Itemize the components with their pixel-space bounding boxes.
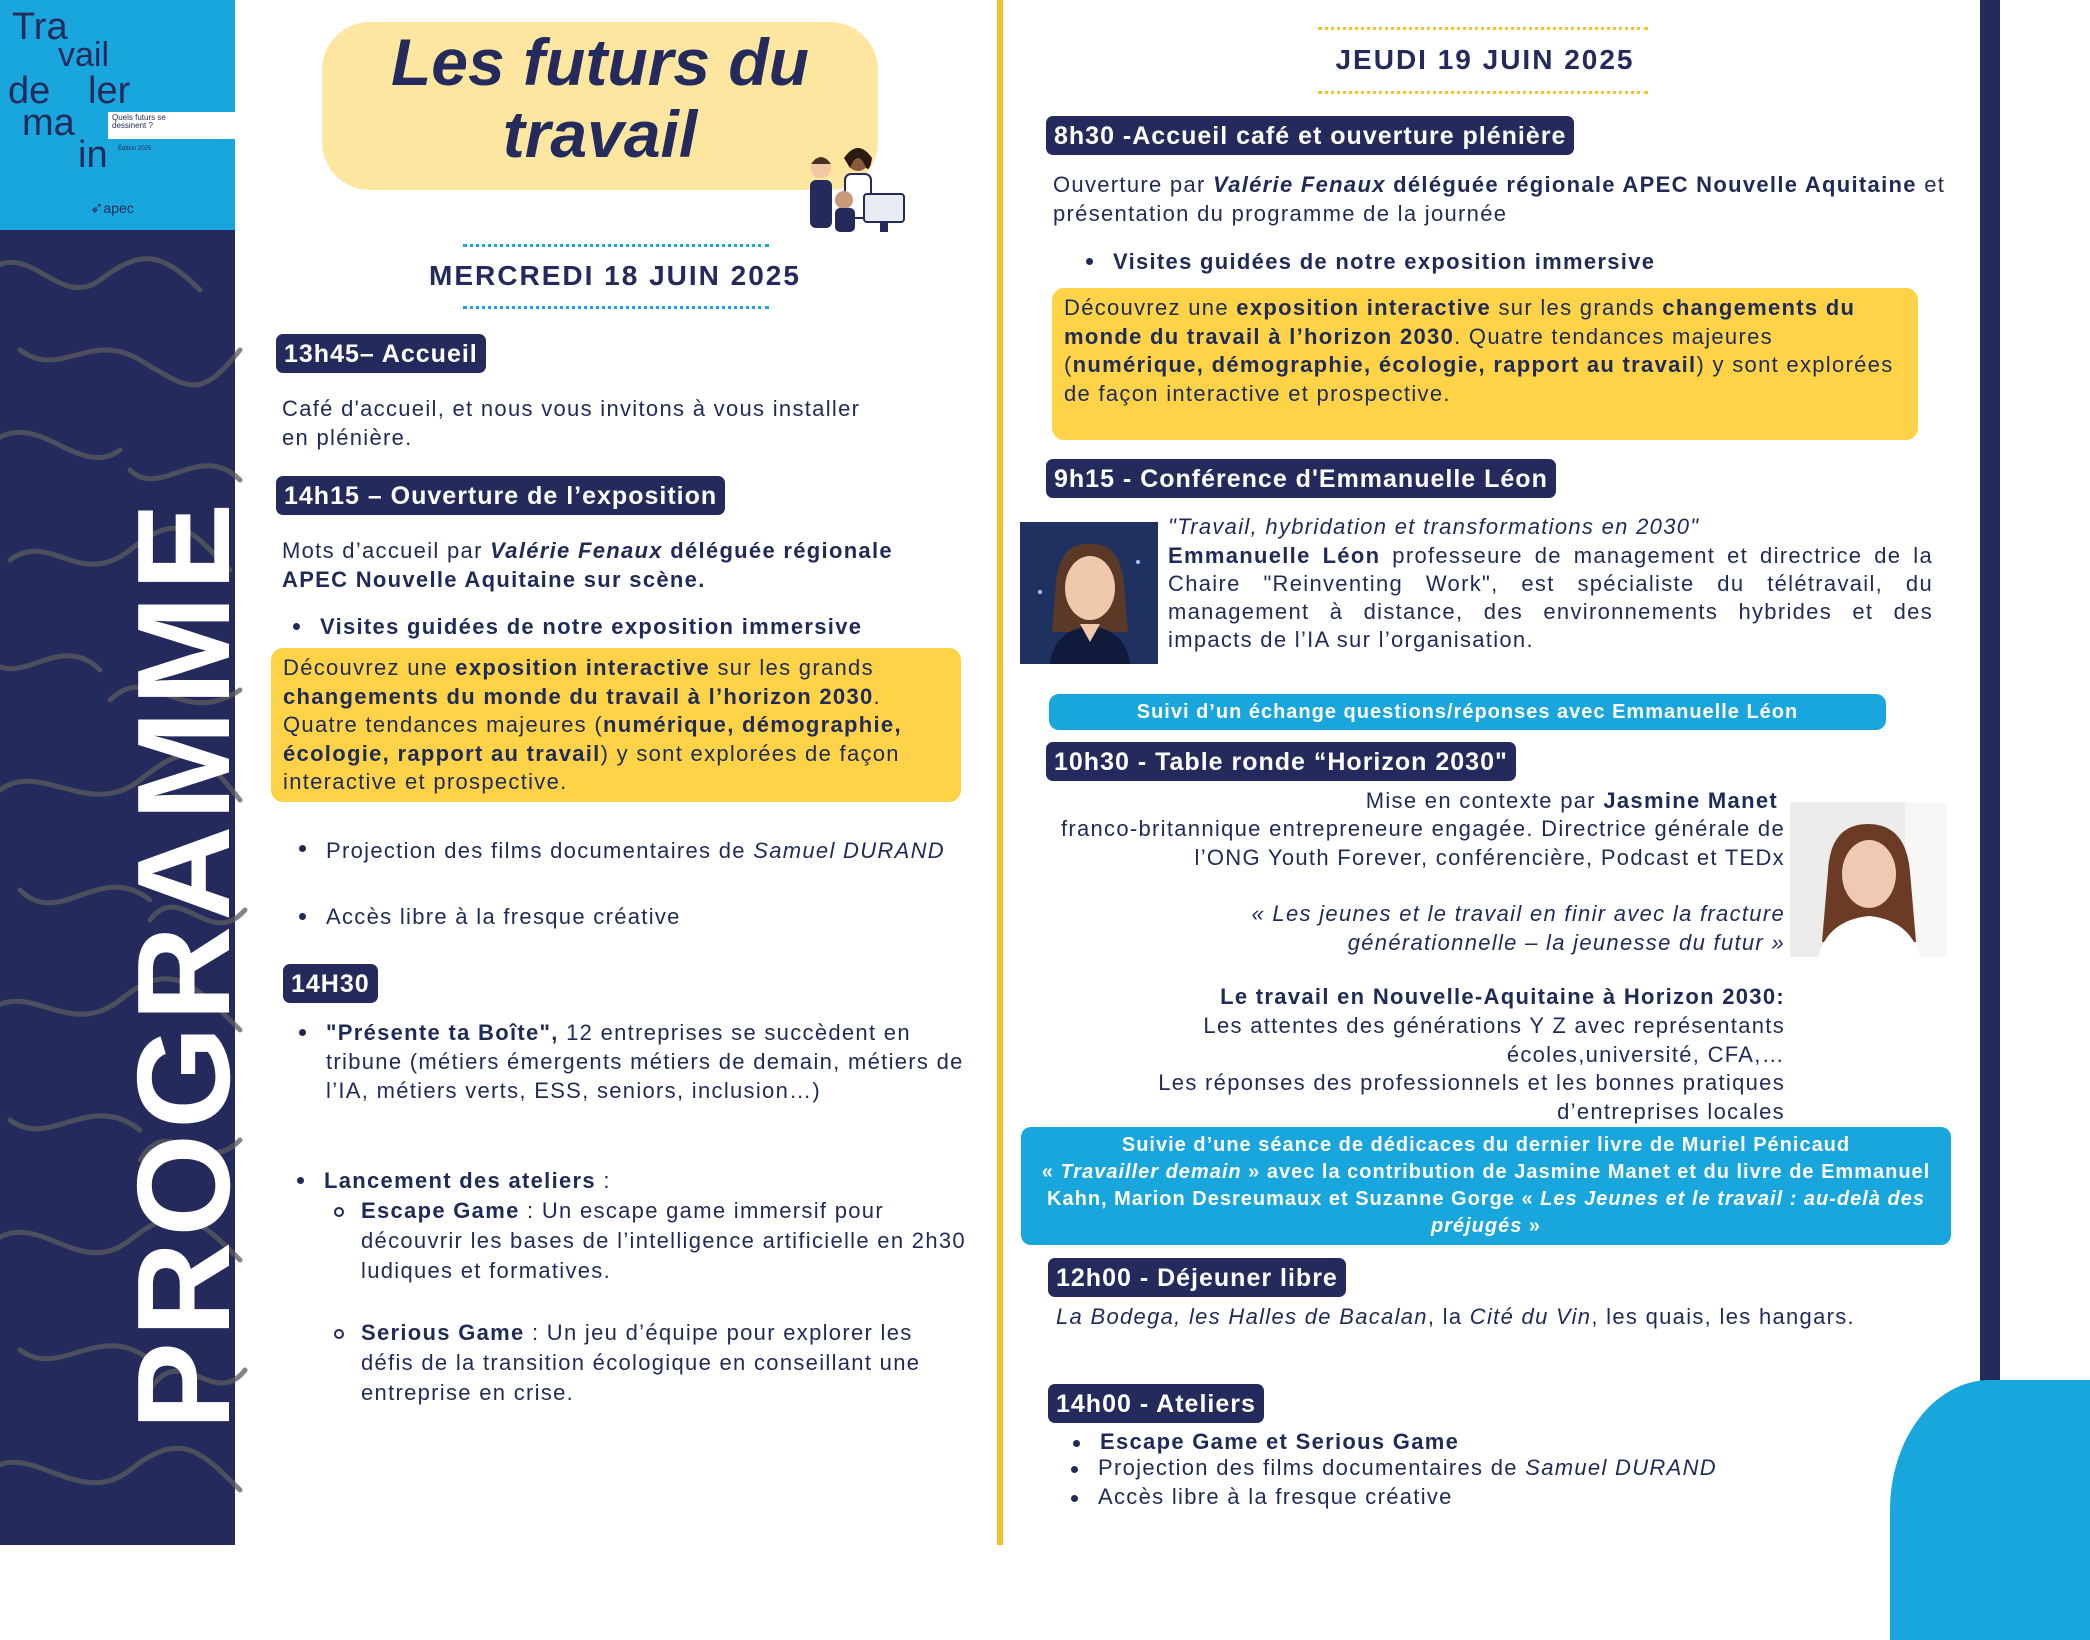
team-illustration <box>800 138 910 238</box>
nouvelle-aquitaine-heading: Le travail en Nouvelle-Aquitaine à Horizon 2030: <box>1220 984 1785 1009</box>
jasmine-manet-photo <box>1790 802 1947 957</box>
emmanuelle-leon-bio: Emmanuelle Léon professeure de management et directrice de la Chaire "Reinventing Work", est spécialiste du télétravail, du management à distance, des environnements hybrides et des impacts de l’IA sur l’organisation. <box>1168 543 1933 652</box>
session-time-1400: 14h00 - Ateliers <box>1048 1384 1264 1423</box>
logo-edition: Édition 2025 <box>118 146 152 152</box>
exposition-highlight-box: Découvrez une exposition interactive sur les grands changements du monde du travail à l’horizon 2030. Quatre tendances majeures (numérique, démographie, écologie, rapport au travail) y sont explorées de façon interactive et prospective. <box>1052 288 1918 440</box>
attentes-text: Les attentes des générations Y Z avec représentants écoles,université, CFA,… <box>1203 1013 1785 1067</box>
list-item: Lancement des ateliers : <box>324 1166 964 1195</box>
exposition-highlight-box: Découvrez une exposition interactive sur les grands changements du monde du travail à l’horizon 2030. Quatre tendances majeures (numérique, démographie, écologie, rapport au travail) y sont explorées de façon interactive et prospective. <box>271 648 961 802</box>
list-item: Escape Game et Serious Game <box>1100 1429 1800 1455</box>
programme-vertical-label: PROGRAMME <box>110 497 257 1430</box>
logo-word: de <box>8 70 51 112</box>
logo-word: Tra <box>12 6 68 48</box>
reponses-text: Les réponses des professionnels et les bonnes pratiques d’entreprises locales <box>1158 1070 1785 1124</box>
day2-label: JEUDI 19 JUIN 2025 <box>1335 44 1635 75</box>
list-item: Visites guidées de notre exposition immersive <box>1113 247 1913 276</box>
list-item: Serious Game : Un jeu d’équipe pour explorer les défis de la transition écologique en conseillant une entreprise en crise. <box>361 1318 971 1408</box>
list-item: Projection des films documentaires de Samuel DURAND <box>1098 1455 1858 1481</box>
divider-dots <box>463 306 769 309</box>
page-title: Les futurs du travail <box>390 25 809 171</box>
list-item: Projection des films documentaires de Samuel DURAND <box>326 834 946 868</box>
list-item: "Présente ta Boîte", 12 entreprises se succèdent en tribune (métiers émergents métiers de demain, métiers de l’IA, métiers verts, ESS, seniors, inclusion…) <box>326 1018 966 1105</box>
portrait-icon <box>1020 522 1158 664</box>
session-time-1200: 12h00 - Déjeuner libre <box>1048 1258 1346 1297</box>
session-time-1430: 14H30 <box>283 964 378 1003</box>
list-item: Visites guidées de notre exposition immersive <box>320 612 940 641</box>
table-ronde-intro: Mise en contexte par Jasmine Manet <box>1365 788 1778 813</box>
accueil-text: Café d'accueil, et nous vous invitons à vous installer en plénière. <box>282 396 861 450</box>
list-item: Accès libre à la fresque créative <box>1098 1484 1858 1510</box>
day1-label: MERCREDI 18 JUIN 2025 <box>429 260 801 291</box>
divider-dots <box>1318 27 1648 30</box>
right-edge-band <box>1980 0 2000 1545</box>
emmanuelle-leon-photo <box>1020 522 1158 664</box>
center-divider <box>997 0 1003 1545</box>
logo-word: vail <box>58 36 110 74</box>
dedicaces-banner: Suivie d’une séance de dédicaces du dernier livre de Muriel Pénicaud « Travailler demain » avec la contribution de Jasmine Manet et du livre de Emmanuel Kahn, Marion Desreumaux et Suzanne Gorge « Les Jeunes et le travail : au-delà des préjugés » <box>1021 1127 1951 1245</box>
list-item: Escape Game : Un escape game immersif pour découvrir les bases de l’intelligence artificielle en 2h30 ludiques et formatives. <box>361 1196 971 1286</box>
session-time-accueil: 13h45– Accueil <box>276 334 486 373</box>
qa-banner: Suivi d’un échange questions/réponses avec Emmanuelle Léon <box>1049 694 1886 730</box>
sidebar <box>0 0 257 1545</box>
session-time-0915: 9h15 - Conférence d'Emmanuelle Léon <box>1046 459 1556 498</box>
table-ronde-quote: « Les jeunes et le travail en finir avec la fracture générationnelle – la jeunesse du futur » <box>1251 901 1785 955</box>
apec-arrow-icon: ➶ <box>90 200 104 217</box>
session-time-0830: 8h30 -Accueil café et ouverture plénière <box>1046 116 1574 155</box>
apec-brand: ➶apec <box>90 200 134 217</box>
divider-dots <box>1318 91 1648 94</box>
session-time-ouverture: 14h15 – Ouverture de l’exposition <box>276 476 725 515</box>
portrait-icon <box>1790 802 1947 957</box>
logo-tagline: Quels futurs se dessinent ? <box>112 113 166 131</box>
list-item: Accès libre à la fresque créative <box>326 902 946 931</box>
dejeuner-text: La Bodega, les Halles de Bacalan, la Cité du Vin, les quais, les hangars. <box>1056 1304 1855 1329</box>
logo-word: ler <box>88 70 131 112</box>
corner-blob <box>1890 1380 2090 1640</box>
jasmine-manet-bio: franco-britannique entrepreneure engagée. Directrice générale de l’ONG Youth Forever, conférencière, Podcast et TEDx <box>1060 816 1785 870</box>
divider-dots <box>463 244 769 247</box>
ouverture-pleniere-text: Ouverture par Valérie Fenaux déléguée régionale APEC Nouvelle Aquitaine et présentation du programme de la journée <box>1053 172 1946 226</box>
travail-de-demain-logo <box>0 0 235 230</box>
ouverture-text: Mots d’accueil par Valérie Fenaux déléguée régionale APEC Nouvelle Aquitaine sur scène. <box>282 538 893 592</box>
session-time-1030: 10h30 - Table ronde “Horizon 2030" <box>1046 742 1516 781</box>
conference-quote: "Travail, hybridation et transformations en 2030" <box>1168 514 1700 539</box>
logo-word: in <box>78 134 108 176</box>
logo-word: ma <box>22 102 75 144</box>
